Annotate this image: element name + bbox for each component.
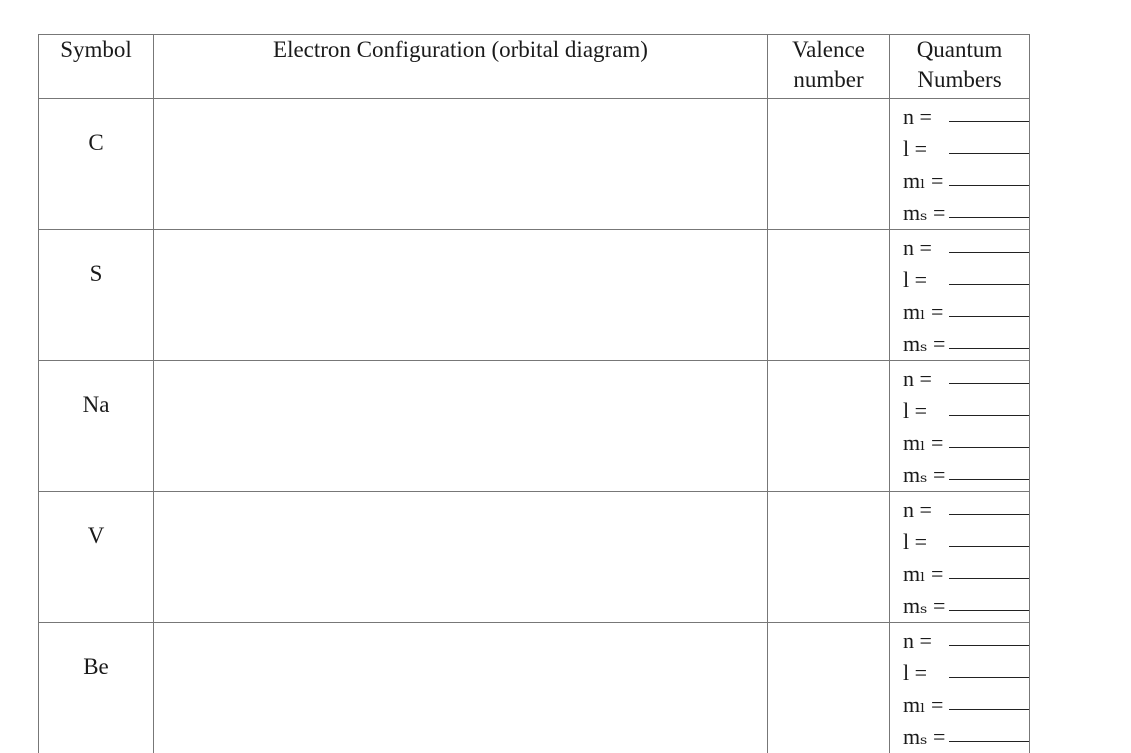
quantum-l-blank[interactable] [949,657,1029,678]
worksheet-table [38,34,1030,753]
quantum-ml-blank[interactable] [949,296,1029,317]
quantum-ms-label: mₛ = [903,590,947,622]
quantum-numbers-cell [890,623,1030,753]
quantum-l-blank[interactable] [949,395,1029,416]
quantum-numbers-cell [890,99,1030,230]
element-symbol: Be [39,623,154,753]
quantum-l-label: l = [903,657,947,689]
quantum-numbers-cell [890,230,1030,361]
header-electron-configuration: Electron Configuration (orbital diagram) [154,35,768,99]
quantum-ml-label: mₗ = [903,165,947,197]
quantum-ms-line [903,459,1029,491]
quantum-ms-blank[interactable] [949,721,1029,742]
quantum-n-line [903,494,1029,526]
electron-configuration-cell[interactable] [154,492,768,623]
quantum-l-line [903,395,1029,427]
quantum-ms-blank[interactable] [949,197,1029,218]
header-quantum-line1: Quantum [890,35,1029,65]
valence-number-cell[interactable] [768,230,890,361]
quantum-ml-blank[interactable] [949,689,1029,710]
quantum-ms-line [903,197,1029,229]
quantum-n-blank[interactable] [949,363,1029,384]
quantum-n-label: n = [903,232,947,264]
quantum-n-blank[interactable] [949,232,1029,253]
quantum-n-line [903,363,1029,395]
quantum-ms-blank[interactable] [949,459,1029,480]
quantum-ml-blank[interactable] [949,427,1029,448]
quantum-ms-label: mₛ = [903,459,947,491]
header-row [39,35,1030,99]
quantum-ml-blank[interactable] [949,165,1029,186]
quantum-n-line [903,101,1029,133]
quantum-ml-line [903,296,1029,328]
quantum-ml-label: mₗ = [903,296,947,328]
quantum-l-blank[interactable] [949,526,1029,547]
element-row [39,623,1030,753]
header-quantum-line2: Numbers [890,65,1029,95]
quantum-n-line [903,232,1029,264]
quantum-ms-label: mₛ = [903,197,947,229]
electron-configuration-cell[interactable] [154,623,768,753]
quantum-n-label: n = [903,363,947,395]
element-row [39,99,1030,230]
quantum-ml-line [903,558,1029,590]
quantum-l-blank[interactable] [949,133,1029,154]
quantum-n-label: n = [903,494,947,526]
header-quantum-numbers [890,35,1030,99]
quantum-l-blank[interactable] [949,264,1029,285]
quantum-ml-blank[interactable] [949,558,1029,579]
quantum-n-line [903,625,1029,657]
quantum-ml-line [903,689,1029,721]
quantum-l-line [903,133,1029,165]
electron-configuration-cell[interactable] [154,230,768,361]
header-valence-line2: number [768,65,889,95]
element-row [39,230,1030,361]
quantum-ml-label: mₗ = [903,427,947,459]
quantum-l-line [903,526,1029,558]
quantum-l-label: l = [903,264,947,296]
element-row [39,492,1030,623]
electron-configuration-cell[interactable] [154,361,768,492]
quantum-ml-label: mₗ = [903,558,947,590]
element-symbol: C [39,99,154,230]
quantum-l-label: l = [903,395,947,427]
quantum-ms-label: mₛ = [903,328,947,360]
electron-configuration-cell[interactable] [154,99,768,230]
header-valence-number [768,35,890,99]
element-symbol: V [39,492,154,623]
quantum-l-line [903,264,1029,296]
quantum-n-blank[interactable] [949,625,1029,646]
quantum-n-label: n = [903,101,947,133]
element-symbol: S [39,230,154,361]
quantum-n-blank[interactable] [949,101,1029,122]
valence-number-cell[interactable] [768,623,890,753]
quantum-ml-line [903,165,1029,197]
quantum-ms-blank[interactable] [949,328,1029,349]
quantum-numbers-cell [890,492,1030,623]
element-symbol: Na [39,361,154,492]
quantum-ms-line [903,328,1029,360]
quantum-ml-label: mₗ = [903,689,947,721]
quantum-ms-line [903,590,1029,622]
quantum-l-label: l = [903,133,947,165]
quantum-ml-line [903,427,1029,459]
quantum-ms-line [903,721,1029,753]
quantum-n-label: n = [903,625,947,657]
quantum-l-label: l = [903,526,947,558]
header-valence-line1: Valence [768,35,889,65]
valence-number-cell[interactable] [768,99,890,230]
element-row [39,361,1030,492]
quantum-numbers-cell [890,361,1030,492]
quantum-n-blank[interactable] [949,494,1029,515]
quantum-ms-label: mₛ = [903,721,947,753]
valence-number-cell[interactable] [768,492,890,623]
quantum-l-line [903,657,1029,689]
quantum-ms-blank[interactable] [949,590,1029,611]
header-symbol: Symbol [39,35,154,99]
valence-number-cell[interactable] [768,361,890,492]
